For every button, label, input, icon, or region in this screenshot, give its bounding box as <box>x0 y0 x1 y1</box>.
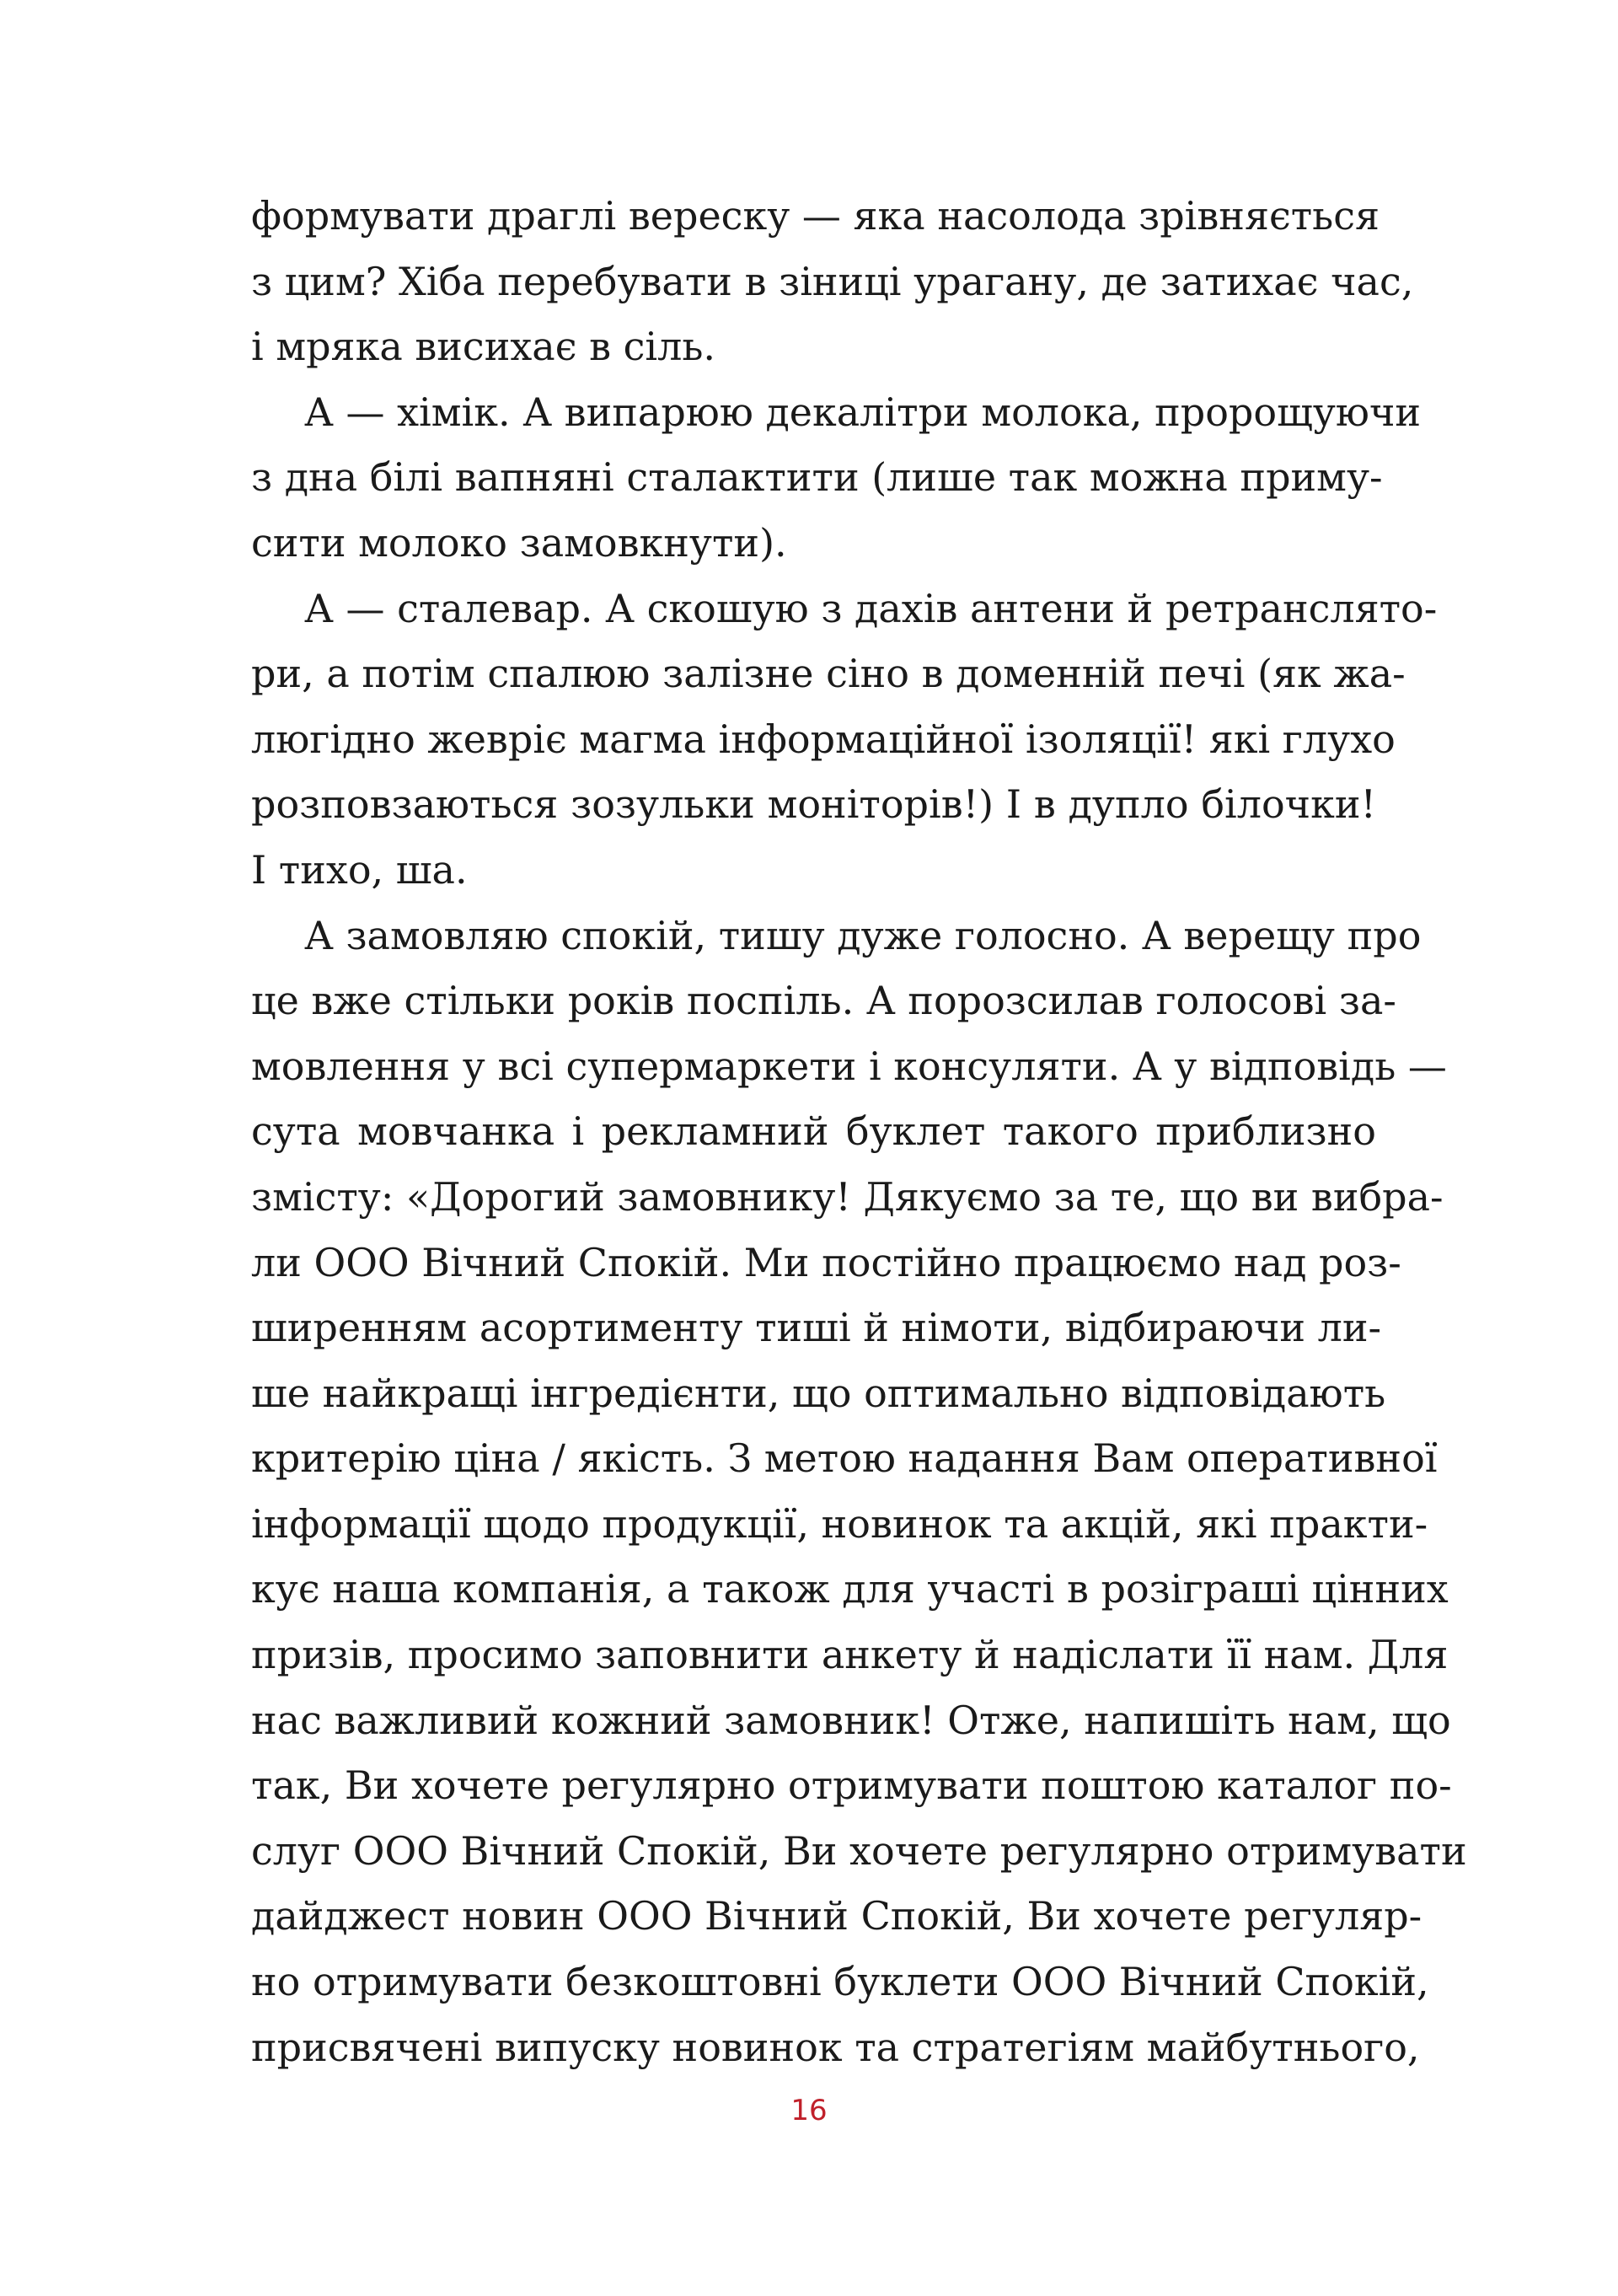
text-line: з цим? Хіба перебувати в зіниці урагану, де затихає час, <box>251 258 1414 304</box>
text-line: А — сталевар. А скошую з дахів антени й ретранслято- <box>304 585 1438 631</box>
text-line: це вже стільки років поспіль. А порозсилав голосові за- <box>251 978 1396 1024</box>
paragraph <box>251 184 1414 380</box>
text-line: ше найкращі інгредієнти, що оптимально відповідають <box>251 1370 1386 1416</box>
text-line: присвячені випуску новинок та стратегіям майбутнього, <box>251 2024 1420 2070</box>
paragraph <box>251 380 1422 577</box>
text-line: І тихо, ша. <box>251 846 468 893</box>
text-line: і мряка висихає в сіль. <box>251 324 715 370</box>
text-line: з дна білі вапняні сталактити (лише так можна приму- <box>251 454 1383 501</box>
text-line: сити молоко замовкнути). <box>251 519 787 566</box>
text-line: ли ООО Вічний Спокій. Ми постійно працюємо над роз- <box>251 1239 1401 1285</box>
text-line: мовлення у всі супермаркети і консуляти. А у відповідь — <box>251 1043 1447 1089</box>
paragraph <box>251 904 1467 2081</box>
text-line: розповзаються зозульки моніторів!) І в дупло білочки! <box>251 781 1376 828</box>
text-line: ри, а потім спалюю залізне сіно в доменній печі (як жа- <box>251 651 1406 697</box>
text-line: критерію ціна / якість. З метою надання Вам оперативної <box>251 1435 1438 1482</box>
text-line: но отримувати безкоштовні буклети ООО Вічний Спокій, <box>251 1959 1429 2005</box>
text-line: формувати драглі вереску — яка насолода зрівняється <box>251 193 1380 239</box>
text-line: кує наша компанія, а також для участі в розіграші цінних <box>251 1566 1449 1612</box>
text-line: люгідно жевріє магма інформаційної ізоляції! які глухо <box>251 716 1396 762</box>
text-line: слуг ООО Вічний Спокій, Ви хочете регулярно отримувати <box>251 1827 1467 1874</box>
page-number: 16 <box>790 2094 828 2127</box>
text-line: сута мовчанка і рекламний буклет такого приблизно <box>251 1108 1376 1155</box>
text-line: нас важливий кожний замовник! Отже, напишіть нам, що <box>251 1697 1451 1743</box>
text-line: змісту: «Дорогий замовнику! Дякуємо за те, що ви вибра- <box>251 1173 1444 1220</box>
text-line: А замовляю спокій, тишу дуже голосно. А верещу про <box>304 912 1422 958</box>
text-line: інформації щодо продукції, новинок та акцій, які практи- <box>251 1500 1428 1547</box>
paragraph <box>251 577 1438 904</box>
body-text <box>251 184 1467 2080</box>
text-line: так, Ви хочете регулярно отримувати поштою каталог по- <box>251 1762 1452 1809</box>
text-line: ширенням асортименту тиші й німоти, відбираючи ли- <box>251 1305 1382 1351</box>
text-line: дайджест новин ООО Вічний Спокій, Ви хочете регуляр- <box>251 1893 1422 1939</box>
text-line: призів, просимо заповнити анкету й надіслати її нам. Для <box>251 1632 1449 1678</box>
text-line: А — хімік. А випарюю декалітри молока, пророщуючи <box>304 389 1422 435</box>
